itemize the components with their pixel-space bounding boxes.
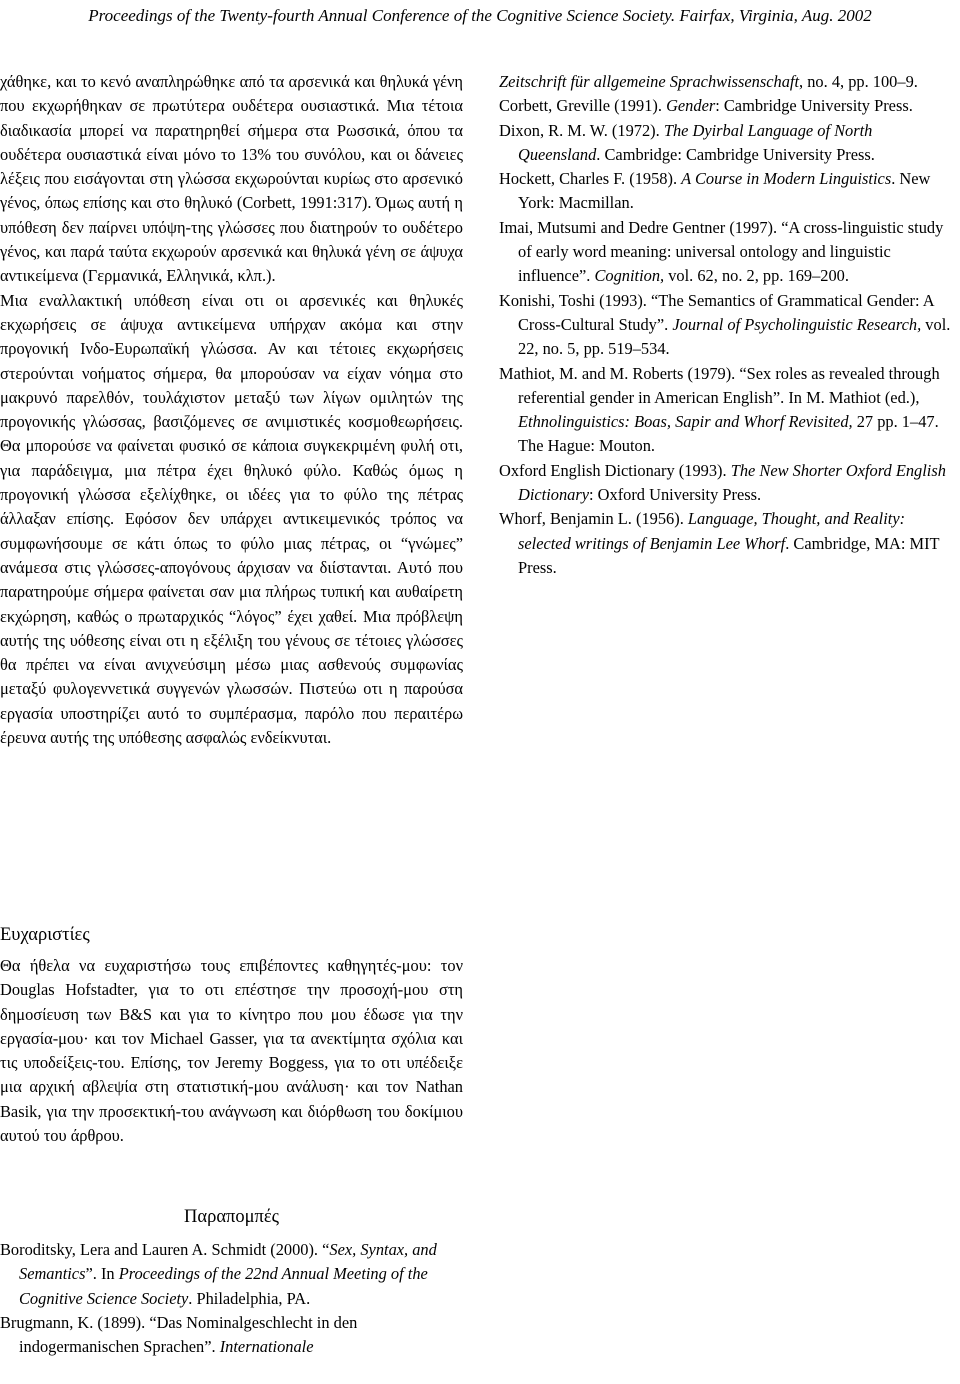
acknowledgments-text: Θα ήθελα να ευχαριστήσω τους επιβέποντες καθηγητές-μου: τον Douglas Hofstadter, για το οτι επέστησε την προσοχή-μου στη δημοσίευση των B&S και για το κίνητρο που μου έδωσε για την εργασία-μου· και τον Michael Gasser, για τα ανεκτίμητα σχόλια και τις υποδείξεις-του. Επίσης, τον Jeremy Boggess, για το οτι υπέδειξε μια αρχική αβλεψία στη στατιστική-μου ανάλυση· και τον Nathan Basik, για την προσεκτική-του ανάγνωση και διόρθωση του δοκίμιου αυτού του άρθρου.	[0, 956, 463, 1146]
reference-item: Corbett, Greville (1991). Gender: Cambridge University Press.	[499, 96, 913, 116]
references-heading-block	[0, 1204, 463, 1230]
reference-item: Whorf, Benjamin L. (1956). Language, Thought, and Reality: selected writings of Benjamin Lee Whorf. Cambridge, MA: MIT Press.	[499, 509, 940, 577]
references-right-list	[499, 70, 951, 580]
body-paragraph-2: Μια εναλλακτική υπόθεση είναι οτι οι αρσενικές και θηλυκές εκχωρήσεις σε άψυχα αντικείμενα υπήρχαν ακόμα και στην προγονική Ινδο-Ευρωπαϊκή γλώσσα. Αν και τέτοιες εκχωρήσεις στερούνται νοήματος σήμερα, θα μπορούσαν να είχαν νόημα στο μακρυνό παρελθόν, τουλάχιστον μεταξύ των λίγων ομιλητών της προγονικής γλώσσας, βασιζόμενες σε ανιμιστικές κοσμοθεωρήσεις. Θα μπορούσε να φαίνεται φυσικό σε κάποια συγκεκριμένη φυλή οτι, για παράδειγμα, μια πέτρα έχει θηλυκό φύλο. Καθώς όμως η προγονική γλώσσα εξελίχθηκε, οι ιδέες για το φύλο της πέτρας άλλαξαν επίσης. Εφόσον δεν υπάρχει αντικειμενικός τρόπος να συμφωνήσουμε σε κάτι όπως το φύλο μιας πέτρας, οι “γνώμες” ανάμεσα στις γλώσσες-απογόνους άρχισαν να διίστανται. Αυτό που παρατηρούμε σήμερα φαίνεται σαν μια πλήρως τυπική και αυθαίρετη εκχώρηση, καθώς ο πρωταρχικός “λόγος” έχει χαθεί. Μια πρόβλεψη αυτής της υόθεσης είναι οτι η εξέλιξη του γένους σε τέτοιες γλώσσες θα πρέπει να είναι ανιχνεύσιμη μέσω μιας ασθενούς συμφωνίας μεταξύ φυλογεννετικά συγγενών γλωσσών. Πιστεύω οτι η παρούσα εργασία υποστηρίζει αυτό το συμπέρασμα, παρόλο που περαιτέρω έρευνα αυτής της υπόθεσης ασφαλώς ενδείκνυται.	[0, 290, 463, 748]
acknowledgments-section	[0, 922, 463, 1148]
reference-item: Brugmann, K. (1899). “Das Nominalgeschlecht in den indogermanischen Sprachen”. Internationale	[0, 1312, 358, 1357]
body-paragraph-1: χάθηκε, και το κενό αναπληρώθηκε από τα αρσενικά και θηλυκά γένη που εκχωρήθηκαν σε πρωτύτερα ουδέτερα ουσιαστικά. Μια τέτοια διαδικασία μπορεί να παρατηρηθεί σήμερα στα Ρωσσικά, όπου τα ουδέτερα ουσιαστικά είναι μόνο το 13% του συνόλου, και οι δάνειες λέξεις που εισάγονται στη γλώσσα εκχωρούνται κυρίως στο αρσενικό γένος, όπως επίσης και στο θηλυκό (Corbett, 1991:317). Όμως αυτή η υπόθεση δεν παίρνει υπόψη-της γλώσσες που διατηρούν το ουδέτερο γένος, και παρά ταύτα εκχωρούν αρσενικά και θηλυκά γένη σε άψυχα αντικείμενα (Γερμανικά, Ελληνικά, κλπ.).	[0, 72, 463, 286]
reference-item: Dixon, R. M. W. (1972). The Dyirbal Language of North Queensland. Cambridge: Cambridge University Press.	[499, 120, 875, 164]
reference-item: Imai, Mutsumi and Dedre Gentner (1997). “A cross-linguistic study of early word meaning: universal ontology and linguistic influence”. Cognition, vol. 62, no. 2, pp. 169–200.	[499, 217, 944, 286]
running-header: Proceedings of the Twenty-fourth Annual Conference of the Cognitive Science Society. Fairfax, Virginia, Aug. 2002	[88, 6, 872, 25]
reference-item: Zeitschrift für allgemeine Sprachwissenschaft, no. 4, pp. 100–9.	[499, 72, 918, 91]
acknowledgments-heading: Ευχαριστίες	[0, 925, 90, 945]
references-heading: Παραπομπές	[184, 1207, 279, 1227]
reference-item: Konishi, Toshi (1993). “The Semantics of Grammatical Gender: A Cross-Cultural Study”. Journal of Psycholinguistic Research, vol. 22, no. 5, pp. 519–534.	[499, 290, 951, 359]
reference-item: Boroditsky, Lera and Lauren A. Schmidt (2000). “Sex, Syntax, and Semantics”. In Proceedings of the 22nd Annual Meeting of the Cognitive Science Society. Philadelphia, PA.	[0, 1240, 437, 1308]
left-column	[0, 70, 463, 750]
reference-item: Hockett, Charles F. (1958). A Course in Modern Linguistics. New York: Macmillan.	[499, 169, 931, 213]
references-left-list	[0, 1238, 463, 1359]
reference-item: Oxford English Dictionary (1993). The New Shorter Oxford English Dictionary: Oxford University Press.	[499, 460, 946, 505]
reference-item: Mathiot, M. and M. Roberts (1979). “Sex roles as revealed through referential gender in American English”. In M. Mathiot (ed.), Ethnolinguistics: Boas, Sapir and Whorf Revisited, 27 pp. 1–47. The Hague: Mouton.	[499, 363, 940, 456]
